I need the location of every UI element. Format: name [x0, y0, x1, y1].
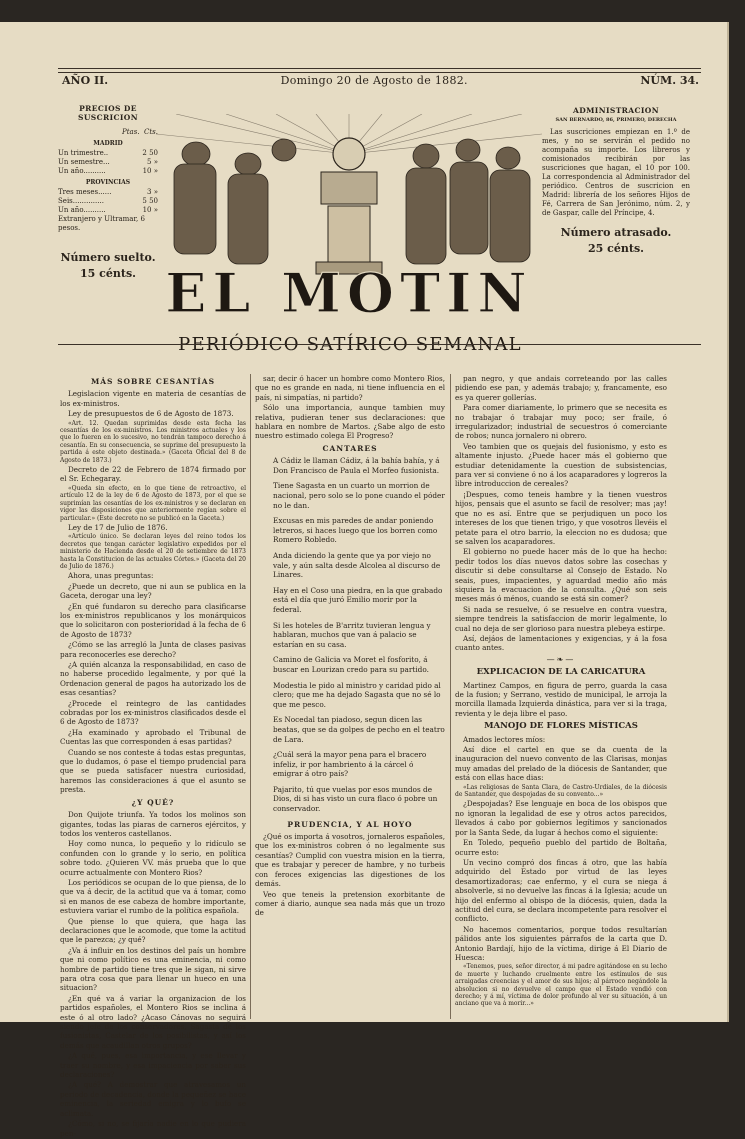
subtitle-rule — [58, 344, 701, 345]
verse: Excusas en mis paredes de andar poniendo letreros, si haces luego que los borren como Romero Robledo. — [273, 516, 438, 545]
column-2 — [255, 374, 445, 919]
single-issue-price: 15 cénts. — [80, 267, 136, 280]
verse: Si les hoteles de B'arritz tuvieran lengua y hablaran, muchos que van á palacio se estarían en su casa. — [273, 620, 431, 649]
column-divider — [450, 374, 451, 1019]
paragraph: ¿En qué va á variar la organizacion de los partidos españoles, el Montero Rios se inclina á este ó al otro lado? ¿Acaso Cánovas no seguirá siendo jefe de los conservadores, Sagasta de los fusionistas, Castelar de los posibilistas, y así los demás que acaudillan otros grupos? — [60, 993, 246, 1050]
verse: A Cádiz le llaman Cádiz, á la bahía bahía, y á Don Francisco de Paula el Morfeo fusionista. — [273, 456, 440, 475]
pricing-box — [58, 104, 158, 281]
paragraph: ¿Cómo, si no, se fijaría nadie en lo que pudiera pen- — [60, 1119, 246, 1138]
paragraph: ¿Va á influir en los destinos del país un hombre que ni como político es una eminencia, ni como hombre de partido tiene tres que le sigan, ni sirve para otra cosa que para llenar un hueco en una situacion? — [60, 945, 246, 993]
article-heading-cantares: CANTARES — [322, 443, 378, 453]
paragraph: Decreto de 22 de Febrero de 1874 firmado por el Sr. Echegaray. — [60, 465, 246, 484]
article-heading-flores: MANOJO DE FLORES MÍSTICAS — [484, 721, 638, 732]
paragraph: ¿A quién alcanza la responsabilidad, en caso de no haberse procedido legalmente, y por qué la Ordenacion general de pagos ha autorizado los de esas cesantías? — [60, 660, 246, 698]
paragraph: Veo tambien que os quejais del fusionismo, y esto es altamente injusto. ¿Puede hacer más el gobierno que estudiar detenidamente la cuestion de subsistencias, para ver si conviene ó no á los acaparadores y logreros la libre introduccion de cereales? — [455, 441, 667, 489]
paragraph: pan negro, y que andais correteando por las calles pidiendo ese pan, y además trabajo; y, francamente, eso es ya querer gollerías. — [455, 374, 667, 402]
verse: Tiene Sagasta en un cuarto un morrion de nacional, pero solo se lo pone cuando el póder no le dan. — [273, 481, 445, 510]
paragraph: ¿A qué? A demostrar que atravesamos un periodo de decadencia, donde la pequeñez se hace eminencia, la seriedad emigra y lo bufo se aclimata. — [60, 1080, 246, 1118]
el-motin-illustration — [156, 114, 542, 324]
verse: Anda diciendo la gente que ya por viejo no vale, y aún salta desde Alcolea al discurso de Linares. — [273, 551, 441, 580]
paragraph: Don Quijote triunfa. Ya todos los molinos son gigantes, todas las piaras de carneros ejércitos, y todos los venteros castellanos. — [60, 810, 246, 838]
issue-number: NÚM. 34. — [640, 74, 699, 87]
paragraph: Si nada se resuelve, ó se resuelve en contra vuestra, siempre tendreis la satisfaccion de morir legalmente, lo cual no deja de ser glorioso para nuestra plebeya estirpe. — [455, 604, 667, 633]
paragraph: «Artículo único. Se declaran leyes del reino todos los decretos que tengan carácter legislativo expedidos por el ministerio de Hacienda desde el 20 de setiembre de 1873 hasta la Constitucion de las actuales Córtes.» (Gaceta del 20 de Julio de 1876.) — [60, 533, 246, 570]
paragraph: Amados lectores míos: — [463, 734, 546, 744]
top-rule-2 — [58, 72, 701, 73]
verse: ¿Cuál será la mayor pena para el bracero infeliz, ir por hambriento á la cárcel ó emigrar á otro país? — [273, 750, 427, 779]
ornament-divider: —❧— — [546, 654, 576, 664]
paragraph: Ahora, unas preguntas: — [68, 571, 154, 581]
verse: Es Nocedal tan piadoso, segun dicen las beatas, que se da golpes de pecho en el teatro de Lara. — [273, 715, 445, 744]
paragraph: Sólo una importancia, aunque tambien muy relativa, pudieran tener sus declaraciones: que hablara en nombre de Martos. ¿Sabe algo de esto nuestro estimado colega El Progreso? — [255, 403, 445, 441]
paragraph: ¿En qué fundaron su derecho para clasificarse los ex-ministros republicanos y los monárquicos que lo solicitaron con posterioridad á la fecha de 6 de Agosto de 1873? — [60, 601, 246, 639]
price-row: Un trimestre.. 2 50 — [58, 149, 158, 157]
paragraph: Martinez Campos, en figura de perro, guarda la casa de la fusion; y Serrano, vestido de municipal, le arroja la morcilla llamada Izquierda dinástica, para ver si la traga, revienta y le deja libre el paso. — [455, 680, 667, 718]
paragraph: «Art. 12. Quedan suprimidas desde esta fecha las cesantías de los ex-ministros. Los ministros actuales y los que lo fueren en lo sucesivo, no tendrán tampoco derecho á cesantía. En su consecuencia, se suprime del presupuesto la partida á este objeto destinada.» (Gaceta Oficial del 8 de Agosto de 1873.) — [60, 419, 246, 464]
paragraph: Así dice el cartel en que se da cuenta de la inauguracion del nuevo convento de las Clarisas, monjas muy amadas del prelado de la diócesis de Santander, que está con ellas hace dias: — [455, 745, 667, 783]
madrid-label: MADRID — [93, 140, 123, 147]
paragraph: Los periódicos se ocupan de lo que piensa, de lo que va á decir, de la actitud que va á tomar, como si en manos de ese cabeza de hombre importante, estuviera variar el rumbo de la política española. — [60, 877, 246, 916]
price-row: Un año.......... 10 » — [58, 167, 158, 175]
paragraph: Hoy como nunca, lo pequeño y lo ridículo se confunden con lo grande y lo serio, en política sobre todo. ¿Quieren VV. más prueba que lo que ocurre actualmente con Montero Rios? — [60, 839, 246, 877]
article-heading-caricatura: EXPLICACION DE LA CARICATURA — [476, 667, 646, 678]
paragraph: ¿Puede un decreto, que ni aun se publica en la Gaceta, derogar una ley? — [60, 581, 246, 601]
paragraph: «Las religiosas de Santa Clara, de Castro-Urdiales, de la diócesis de Santander, que despojadas de su convento...» — [455, 783, 667, 799]
column-3 — [455, 374, 667, 1009]
newspaper-page — [0, 22, 727, 1138]
back-issue-label: Número atrasado. — [560, 226, 672, 239]
paragraph: ¿Cómo se las arregló la Junta de clases pasivas para reconocerles ese derecho? — [60, 640, 246, 659]
paragraph: Ley de presupuestos de 6 de Agosto de 1873. — [68, 409, 234, 419]
price-row: Un año.......... 10 » — [58, 206, 158, 214]
paragraph: No hacemos comentarios, porque todos resultarían pálidos ante los siguientes párrafos de la carta que D. Antonio Bardají, hijo de la víctima, dirige á El Diario de Huesca: — [455, 924, 667, 962]
admin-title: ADMINISTRACION — [572, 106, 659, 115]
back-issue-price: 25 cénts. — [588, 242, 644, 255]
column-1 — [60, 374, 246, 1139]
verse: Modestia le pido al ministro y caridad pido al clero; que me ha dejado Sagasta que no sé lo que me pesco. — [273, 680, 441, 709]
article-heading-cesantias: MÁS SOBRE CESANTÍAS — [90, 377, 216, 386]
admin-text: Las suscriciones empiezan en 1.º de mes, y no se servirán el pedido no acompaña su importe. Los libreros y comisionados recibirán por las suscriciones que hagan, el 10 por 100. La correspondencia al Administrador del periódico. Centros de suscricion en Madrid: librería de los señores Hijos de Fé, Carrera de San Jerónimo, núm. 2, y de Gaspar, calle del Príncipe, 4. — [542, 128, 690, 217]
price-row: Un semestre... 5 » — [58, 158, 158, 166]
masthead-line — [62, 74, 699, 88]
verse: Pajarito, tú que vuelas por esos mundos de Dios, di si has visto un cura flaco ó pobre un conservador. — [273, 784, 438, 814]
paragraph: Veo que teneis la pretension exorbitante de comer á diario, aunque sea nada más que un trozo de — [255, 889, 445, 918]
col-header-ptas: Ptas. — [122, 128, 140, 136]
newspaper-subtitle: PERIÓDICO SATÍRICO SEMANAL — [178, 334, 522, 355]
paragraph: ¿Ha examinado y aprobado el Tribunal de Cuentas las que corresponden á esas partidas? — [60, 727, 246, 747]
article-heading-prudencia: PRUDENCIA, Y AL HOYO — [287, 819, 413, 829]
paragraph: «Tenemos, pues, señor director, á mi padre agitándose en su lecho de muerte y luchando cruelmente entre los estímulos de sus arraigadas creencias y el amor de sus hijos; al párroco negándole la absolucion si no devuelve el campo que el Estado vendió con derecho; y á mí, víctima de dolor profundo al ver su situación, á un anciano que va á morir...» — [455, 963, 667, 1008]
pricing-col-headers — [58, 128, 158, 137]
price-row: Tres meses...... 3 » — [58, 188, 158, 196]
paragraph: ¿A qué, pues, esa importancia, y ese llevar y traer su nombre, y esa impaciencia por saber sus declaraciones? — [60, 1051, 246, 1080]
verse: Hay en el Coso una piedra, en la que grabado está el día que juró Emilio morir por la federal. — [273, 585, 443, 614]
administration-box — [542, 106, 690, 256]
pricing-title: PRECIOS DE SUSCRICION — [78, 104, 138, 122]
paragraph: ¿Despojadas? Ese lenguaje en boca de los obispos que no ignoran la legalidad de ese y otros actos parecidos, llevados á cabo por gobiernos legítimos y sancionados por la Santa Sede, da lugar á hechos como el siguiente: — [455, 799, 667, 837]
paragraph: En Toledo, pequeño pueblo del partido de Boltaña, ocurre esto: — [455, 838, 667, 857]
provincias-label: PROVINCIAS — [85, 179, 131, 186]
paragraph: ¿Procede el reintegro de las cantidades cobradas por los ex-ministros clasificados desde el 6 de Agosto de 1873? — [60, 698, 246, 727]
paragraph: ¿Qué os importa á vosotros, jornaleros españoles, que los ex-ministros cobren ó no legalmente sus cesantías? Cumplid con vuestra mision en la tierra, que es trabajar y perecer de hambre, y no turbeis con feroces exigencias las digestiones de los demás. — [255, 832, 445, 889]
top-rule — [58, 68, 701, 69]
paragraph: Ley de 17 de Julio de 1876. — [68, 522, 168, 532]
verse: Camino de Galicia va Moret el fosforito, á buscar en Lourizan credo para su partido. — [273, 655, 429, 674]
price-row: Seis.............. 5 50 — [58, 197, 158, 205]
year-label: AÑO II. — [62, 74, 109, 87]
paragraph: Legislacion vigente en materia de cesantías de los ex-ministros. — [60, 389, 246, 408]
paragraph: Así, dejáos de lamentaciones y exigencias, y á la fosa cuanto antes. — [455, 633, 667, 653]
paragraph: «Queda sin efecto, en lo que tiene de retroactivo, el artículo 12 de la ley de 6 de Agosto de 1873, por el que se suprimían las cesantías de los ex-ministros y se declaran en vigor las disposiciones que anteriormente regían sobre el particular.» (Este decreto no se publicó en la Gaceta.) — [60, 484, 246, 522]
article-heading-y-que: ¿Y QUÉ? — [131, 797, 175, 807]
paragraph: ¡Despues, como teneis hambre y la tienen vuestros hijos, pensais que el asunto se facil de resolver; mas ¡ay! que no es así. Entre que se perjudiquen un poco los intereses de los que tienen trigo, y que vosotros llevéis el petate para el otro barrio, la eleccion no es dudosa; que se salven los acaparadores. — [455, 489, 667, 546]
col-header-cts: Cts. — [144, 128, 158, 136]
paragraph: El gobierno no puede hacer más de lo que ha hecho: pedir todos los días nuevos datos sobre las cosechas y discutir si debe consultarse al Consejo de Estado. No seais, pues, impacientes, y aguardad medio año más siquiera la evacuacion de la consulta. ¿Qué son seis meses más ó ménos, cuando se está sin comer? — [455, 547, 667, 604]
admin-address: SAN BERNARDO, 86, PRIMERO, DERECHA — [555, 117, 677, 123]
single-issue-label: Número suelto. — [60, 251, 156, 264]
issue-date: Domingo 20 de Agosto de 1882. — [280, 74, 468, 87]
logo-lettering: EL MOTIN — [165, 261, 533, 324]
column-divider — [250, 374, 251, 1019]
paragraph: Cuando se nos conteste á todas estas preguntas, que lo dudamos, ó pase el tiempo prudencial para que se pueda satisfacer nuestra curiosidad, haremos las consideraciones á que el asunto se presta. — [60, 747, 246, 795]
masthead-illustration — [156, 114, 542, 324]
extranjero-price: Extranjero y Ultramar, 6 pesos. — [58, 215, 145, 232]
paragraph: sar, decir ó hacer un hombre como Montero Rios, que no es grande en nada, ni tiene influencia en el país, ni simpatías, ni partido? — [255, 374, 445, 402]
paragraph: Que piense lo que quiera, que haga las declaraciones que le acomode, que tome la actitud que le parezca; ¿y qué? — [60, 916, 246, 945]
paragraph: Un vecino compró dos fincas á otro, que las había adquirido del Estado por virtud de las leyes desamortizadoras; cae enfermo, y el cura se niega á absolverle, si no devuelve las fincas á la Iglesia; acude un hijo del enfermo al obispo de la diócesis, quien, dada la actitud del cura, se declara incompetente para resolver el conflicto. — [455, 857, 667, 924]
paragraph: Para comer diariamente, lo primero que se necesita es no trabajar ó trabajar muy poco; ser fraile, ó irregularizador; industrial de secuestros ó comerciante de robos; nunca jornalero ni obrero. — [455, 403, 667, 441]
